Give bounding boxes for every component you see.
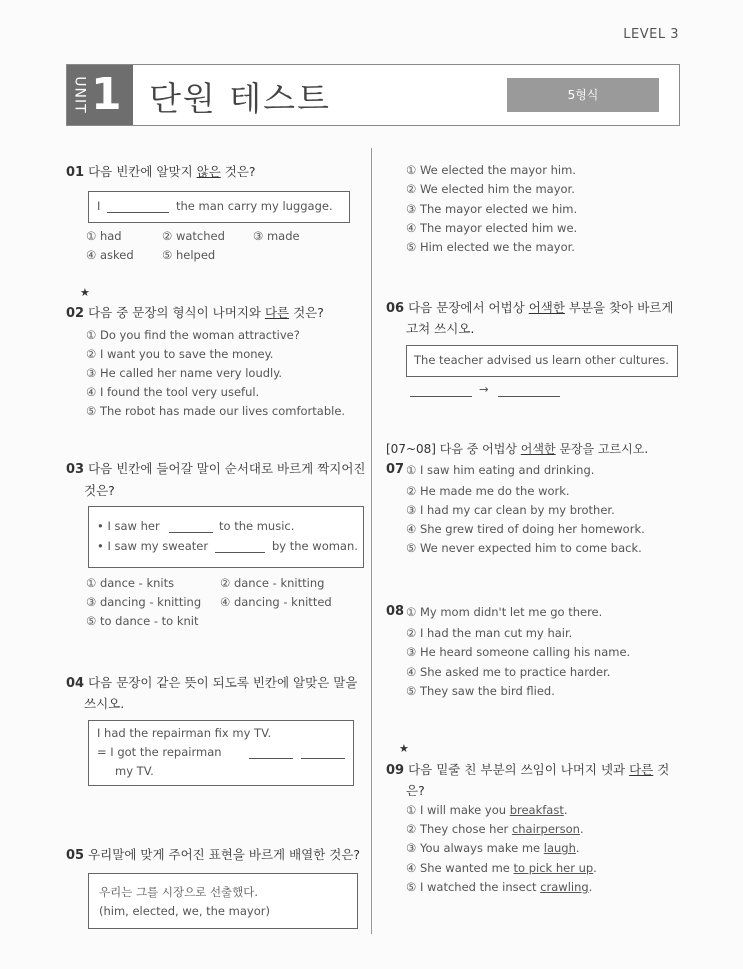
question-number: 06 [386, 301, 405, 316]
option-text: ② They chose her [406, 822, 512, 836]
unit-word: UNIT [71, 76, 88, 114]
question-text: 다음 문장이 같은 뜻이 되도록 빈칸에 알맞은 말을 [88, 675, 358, 690]
question-06 [386, 298, 673, 319]
question-text-cont: 고쳐 쓰시오. [406, 321, 475, 336]
option-2: ② dance - knitting [220, 576, 325, 590]
question-number: 04 [66, 676, 85, 691]
option-3: ③ made [253, 229, 300, 243]
column-divider [371, 148, 372, 934]
option-text: ③ You always make me [406, 841, 544, 855]
question-08-number: 08 [386, 604, 405, 619]
question-number: 02 [66, 306, 85, 321]
question-text-cont: 쓰시오. [84, 696, 125, 711]
box-text: I [97, 199, 101, 213]
box-text: 우리는 그를 시장으로 선출했다. [99, 885, 259, 899]
question-text-underlined: 않은 [196, 164, 221, 179]
box-text: (him, elected, we, the mayor) [99, 904, 270, 918]
option-text: . [588, 880, 593, 894]
page-title: 단원 테스트 [149, 79, 331, 118]
box-text: • I saw her [97, 519, 160, 533]
option-1: ① Do you find the woman attractive? [86, 328, 300, 342]
question-03 [66, 459, 366, 480]
option-5: ⑤ helped [162, 248, 216, 262]
unit-number: 1 [91, 69, 122, 120]
question-text: 것은? [289, 305, 324, 320]
question-text-cont: 것은? [84, 483, 115, 498]
question-05-box [88, 873, 358, 929]
option-1: ① My mom didn't let me go there. [406, 605, 603, 619]
option-2: ② I want you to save the money. [86, 347, 274, 361]
option-4 [406, 861, 597, 875]
question-text-underlined: 다른 [629, 762, 654, 777]
option-text: ① I will make you [406, 803, 510, 817]
difficulty-star-icon: ★ [80, 286, 90, 299]
question-text-cont: 은? [406, 783, 425, 798]
option-4: ④ She asked me to practice harder. [406, 665, 611, 679]
option-text: . [593, 861, 597, 875]
answer-blank [301, 746, 345, 759]
answer-blank [249, 746, 293, 759]
option-2 [406, 822, 584, 836]
level-label: LEVEL 3 [623, 27, 679, 42]
option-5: ⑤ They saw the bird flied. [406, 684, 555, 698]
question-text: 다음 중 문장의 형식이 나머지와 [88, 305, 265, 320]
option-5: ⑤ to dance - to knit [86, 614, 199, 628]
option-5: ⑤ We never expected him to come back. [406, 541, 642, 555]
topic-badge: 5형식 [507, 78, 659, 112]
question-02 [66, 303, 324, 324]
option-underlined: to pick her up [513, 861, 594, 875]
question-number: 05 [66, 848, 85, 863]
box-text: • I saw my sweater [97, 539, 209, 553]
answer-blank [410, 384, 472, 397]
option-text: ④ She wanted me [406, 861, 514, 875]
option-1 [406, 803, 568, 817]
answer-blank [169, 520, 213, 533]
question-text: 우리말에 맞게 주어진 표현을 바르게 배열한 것은? [88, 847, 361, 862]
option-text: . [579, 822, 584, 836]
box-text: The teacher advised us learn other cultures. [414, 353, 669, 367]
option-2: ② We elected him the mayor. [406, 182, 575, 196]
answer-blank [107, 200, 169, 213]
question-text: 다음 문장에서 어법상 [408, 300, 529, 315]
option-underlined: breakfast [509, 803, 564, 817]
unit-box [67, 65, 133, 125]
question-01-box [88, 191, 350, 223]
option-underlined: crawling [540, 880, 589, 894]
box-text: = I got the repairman [97, 745, 222, 759]
box-text: by the woman. [272, 539, 358, 553]
option-3 [406, 841, 580, 855]
option-3: ③ The mayor elected we him. [406, 202, 578, 216]
instruction-text: 문장을 고르시오. [555, 442, 649, 456]
question-text: 부분을 찾아 바르게 [564, 300, 674, 315]
option-1: ① dance - knits [86, 576, 175, 590]
question-text-underlined: 다른 [264, 305, 290, 320]
option-4: ④ dancing - knitted [220, 595, 332, 609]
option-4: ④ asked [86, 248, 134, 262]
option-text: ⑤ I watched the insect [406, 880, 541, 894]
option-underlined: laugh [543, 841, 576, 855]
question-text: 다음 밑줄 친 부분의 쓰임이 나머지 넷과 [408, 762, 630, 777]
box-text: my TV. [115, 764, 154, 778]
option-5 [406, 880, 592, 894]
question-07-number: 07 [386, 462, 405, 477]
answer-blank [215, 540, 265, 553]
question-04-box [88, 720, 354, 786]
option-1: ① I saw him eating and drinking. [406, 463, 595, 477]
option-3: ③ He called her name very loudly. [86, 366, 283, 380]
option-5: ⑤ The robot has made our lives comfortable. [86, 404, 346, 418]
option-text: . [575, 841, 580, 855]
question-text: 것 [653, 762, 670, 777]
box-text: the man carry my luggage. [176, 199, 333, 213]
option-underlined: chairperson [511, 822, 580, 836]
question-09 [386, 760, 669, 781]
question-01 [66, 162, 256, 183]
question-text: 다음 빈칸에 알맞지 [88, 164, 197, 179]
instruction-07-08 [386, 439, 648, 459]
arrow-icon: → [479, 382, 489, 396]
option-3: ③ I had my car clean by my brother. [406, 503, 615, 517]
option-4: ④ She grew tired of doing her homework. [406, 522, 645, 536]
question-number: 09 [386, 763, 405, 778]
option-4: ④ The mayor elected him we. [406, 221, 578, 235]
option-3: ③ dancing - knitting [86, 595, 202, 609]
question-text: 다음 빈칸에 들어갈 말이 순서대로 바르게 짝지어진 [88, 461, 366, 476]
option-4: ④ I found the tool very useful. [86, 385, 260, 399]
unit-header [66, 64, 680, 126]
difficulty-star-icon: ★ [399, 742, 409, 755]
option-5: ⑤ Him elected we the mayor. [406, 240, 575, 254]
answer-blank [498, 384, 560, 397]
instruction-text-underlined: 어색한 [520, 442, 556, 456]
question-number: 01 [66, 165, 85, 180]
option-2: ② He made me do the work. [406, 484, 570, 498]
option-3: ③ He heard someone calling his name. [406, 645, 631, 659]
option-2: ② I had the man cut my hair. [406, 626, 573, 640]
question-number: 03 [66, 462, 85, 477]
instruction-text: [07~08] 다음 중 어법상 [386, 442, 521, 456]
question-05 [66, 845, 360, 866]
box-text: to the music. [219, 519, 295, 533]
question-text: 것은? [220, 164, 256, 179]
option-1: ① had [86, 229, 122, 243]
question-03-box [88, 506, 364, 568]
question-06-box [406, 345, 678, 377]
question-04 [66, 673, 357, 694]
option-text: . [563, 803, 568, 817]
box-text: I had the repairman fix my TV. [97, 726, 272, 740]
option-1: ① We elected the mayor him. [406, 163, 576, 177]
question-text-underlined: 어색한 [528, 300, 565, 315]
option-2: ② watched [162, 229, 225, 243]
